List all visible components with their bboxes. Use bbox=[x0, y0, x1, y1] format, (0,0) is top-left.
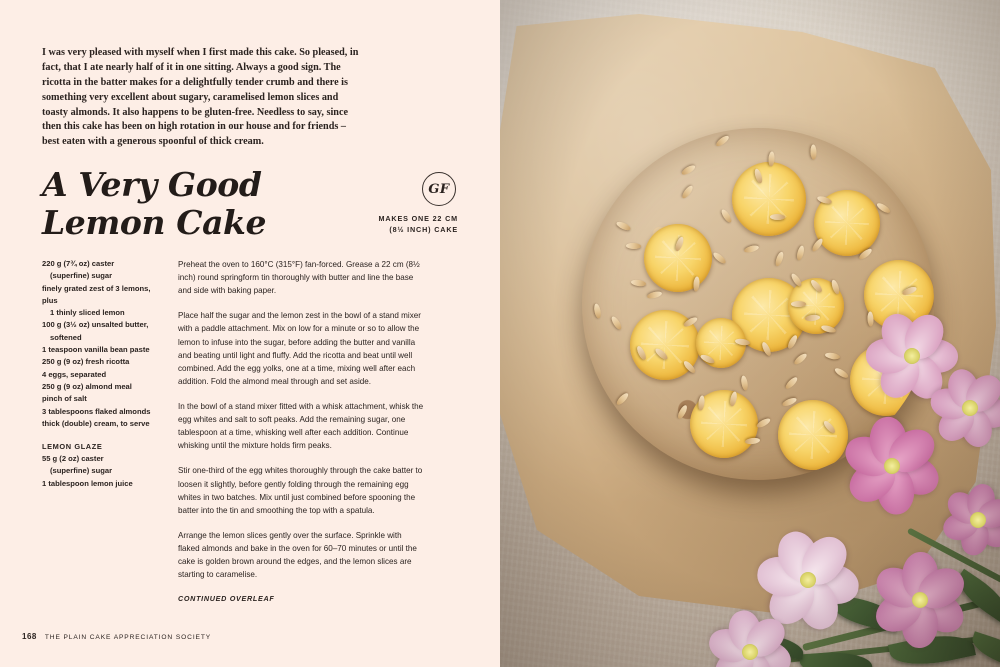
ingredient-item: thick (double) cream, to serve bbox=[42, 418, 150, 428]
glaze-ingredient-item: 1 tablespoon lemon juice bbox=[42, 478, 133, 488]
flower-center bbox=[912, 592, 928, 608]
method-step: Stir one-third of the egg whites thoroughly through the cake batter to loosen it slightly, before gently folding through the remaining egg whites in two batches. Mix until just combined before spooning the batter into the tin and smoothing the top with a spatula. bbox=[178, 466, 423, 515]
method-step: Place half the sugar and the lemon zest in the bowl of a stand mixer with a paddle attachment. Mix on low for a minute or so to allow the lemon to infuse into the sugar, before adding the butter and vanilla and beating until light and fluffy. Add the ricotta and beat until well combined. Add the egg yolks, one at a time, mixing well after each addition. Fold the almond meal through and set aside. bbox=[178, 311, 421, 386]
running-title: THE PLAIN CAKE APPRECIATION SOCIETY bbox=[44, 634, 212, 641]
ingredient-item: 220 g (7¾ oz) caster bbox=[42, 259, 115, 268]
caramelised-lemon-slice bbox=[732, 162, 806, 236]
caramelised-lemon-slice bbox=[644, 224, 712, 292]
method-steps bbox=[178, 258, 424, 605]
ingredient-item: 250 g (9 oz) fresh ricotta bbox=[42, 357, 130, 367]
page-number: 168 bbox=[22, 632, 37, 641]
flower-center bbox=[904, 348, 920, 364]
flaked-almond bbox=[626, 242, 641, 249]
ingredient-spacer bbox=[42, 430, 162, 439]
pink-tulip-flower bbox=[840, 414, 944, 518]
recipe-photograph bbox=[500, 0, 1000, 667]
ingredient-item: 250 g (9 oz) almond meal bbox=[42, 381, 132, 391]
method-step: In the bowl of a stand mixer fitted with a whisk attachment, whisk the egg whites and salt to soft peaks. Add the remaining sugar, one tablespoon at a time, whisking well after each addition. Continue whisking until the mixture holds firm peaks. bbox=[178, 401, 424, 451]
gluten-free-badge-label: GF bbox=[428, 181, 450, 197]
recipe-intro: I was very pleased with myself when I first made this cake. So pleased, in fact, that I ate nearly half of it in one sitting. Always a good sign. The ricotta in the batter makes for a delightfully tender crumb and there is something very excellent about sugary, caramelised lemon slices and toasty almonds. It also happens to be gluten-free. Needless to say, since then this cake has been on high rotation in our house and for friends – best eaten with a generous spoonful of thick cream. bbox=[42, 47, 359, 148]
ingredient-item: 1 thinly sliced lemon bbox=[50, 308, 125, 318]
caramelised-lemon-slice bbox=[778, 400, 848, 470]
ingredient-item: finely grated zest of 3 lemons, plus bbox=[42, 283, 151, 305]
ingredient-item: softened bbox=[50, 332, 82, 342]
gluten-free-badge-icon bbox=[422, 172, 456, 206]
ingredient-item: 3 tablespoons flaked almonds bbox=[42, 406, 151, 416]
glaze-ingredient-item: 55 g (2 oz) caster bbox=[42, 454, 104, 464]
ingredient-item: pinch of salt bbox=[42, 394, 87, 404]
glaze-ingredient-item: (superfine) sugar bbox=[50, 466, 113, 476]
method-step: Arrange the lemon slices gently over the surface. Sprinkle with flaked almonds and bake in the oven for 60–70 minutes or until the cake is golden brown around the edges, and the lemon slices are starting to caramelise. bbox=[178, 530, 417, 580]
method-step: Preheat the oven to 160°C (315°F) fan-forced. Grease a 22 cm (8½ inch) round springform tin thoroughly with butter and line the base and side with baking paper. bbox=[178, 260, 420, 296]
flower-center bbox=[742, 644, 758, 660]
continued-overleaf-note: CONTINUED OVERLEAF bbox=[178, 594, 275, 604]
ingredient-item: 4 eggs, separated bbox=[42, 369, 107, 379]
yield-line-2: (8½ INCH) CAKE bbox=[389, 224, 458, 234]
pink-hellebore-flower bbox=[870, 550, 970, 650]
flaked-almond bbox=[791, 301, 806, 307]
page-footer bbox=[22, 632, 211, 641]
flower-center bbox=[884, 458, 900, 474]
photo-canvas bbox=[500, 0, 1000, 667]
ingredient-item: 100 g (3½ oz) unsalted butter, bbox=[42, 320, 149, 330]
recipe-title-line-1: A Very Good bbox=[42, 165, 262, 204]
ingredients-list bbox=[42, 258, 162, 490]
flower-center bbox=[962, 400, 978, 416]
recipe-title-line-2: Lemon Cake bbox=[42, 203, 267, 243]
ingredient-item: (superfine) sugar bbox=[50, 271, 113, 281]
flower-center bbox=[970, 512, 986, 528]
glaze-heading: LEMON GLAZE bbox=[42, 442, 103, 452]
flower-center bbox=[800, 572, 816, 588]
yield-line-1: MAKES ONE 22 CM bbox=[378, 214, 458, 223]
ingredient-item: 1 teaspoon vanilla bean paste bbox=[42, 345, 150, 355]
yield-note bbox=[278, 214, 458, 236]
